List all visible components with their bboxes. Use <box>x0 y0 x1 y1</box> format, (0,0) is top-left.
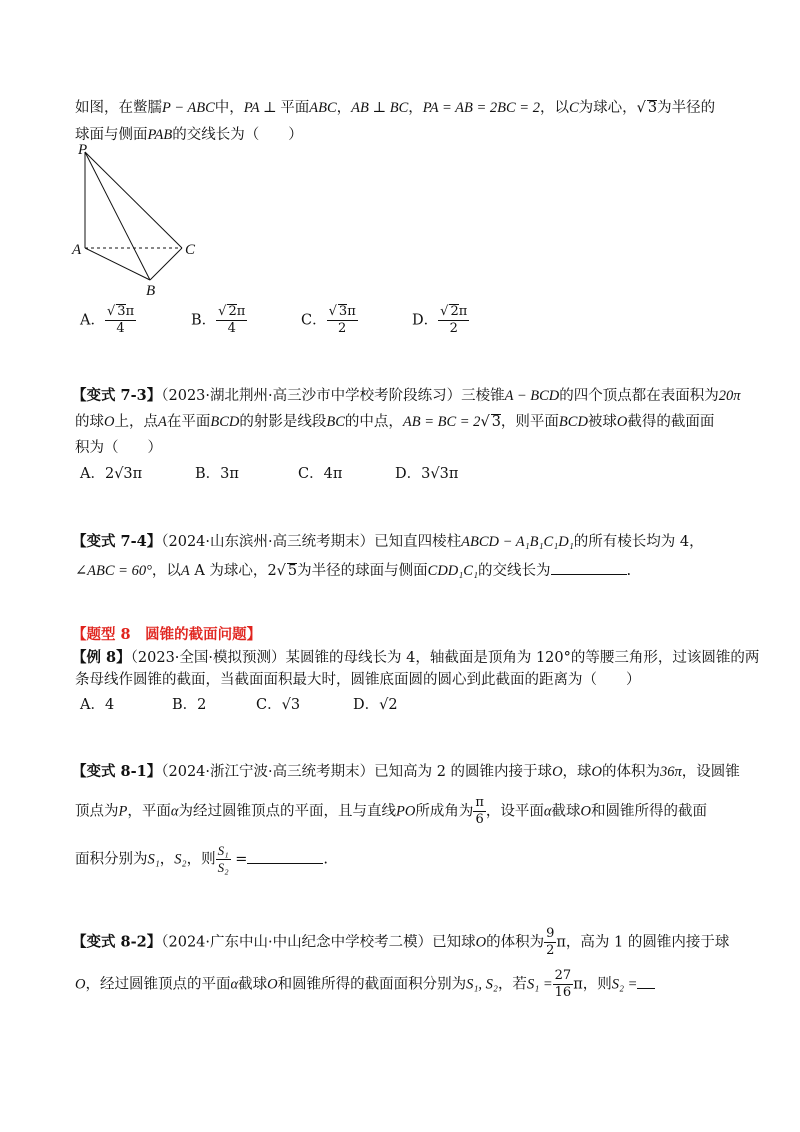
label-p: P <box>78 142 88 158</box>
variant-7-3-line-2: 的球O上，点A在平面BCD的射影是线段BC的中点，AB = BC = 2√ 3，则平面BCD被球O截得的截面面 <box>75 414 715 430</box>
option-label: D． <box>412 312 439 329</box>
text: ，设平面 <box>485 803 544 820</box>
text: 在平面 <box>166 414 211 430</box>
label-b: B <box>146 283 156 299</box>
option-b[interactable] <box>191 304 247 337</box>
text: 顶点为 <box>75 803 119 820</box>
text: 被球 <box>587 414 617 430</box>
math-sqrt3: 3 <box>491 414 501 430</box>
text: . <box>323 851 328 868</box>
math-s2: S₂ <box>174 851 187 868</box>
variant-7-3-line-1 <box>72 386 741 406</box>
math-a: A <box>157 414 167 430</box>
edge-pb <box>85 152 150 280</box>
math-lengths: PA = AB = 2BC = 2 <box>422 100 540 116</box>
math-pab: PAB <box>147 127 173 143</box>
label-c: C <box>185 242 196 258</box>
text: 的体积为 <box>602 764 661 780</box>
text: = <box>230 851 248 868</box>
math-bc: BC <box>326 414 345 430</box>
text: ， <box>336 100 352 116</box>
text: 所成角为 <box>415 803 474 820</box>
variant-8-1-line-3 <box>75 843 328 876</box>
text: ，平面 <box>127 803 171 820</box>
text: A 为球心， <box>189 563 268 579</box>
option-fraction: $\frac{√ 2\pi}{4}$ <box>218 304 246 336</box>
text: 条母线作圆锥的截面，当截面面积最大时，圆锥底面圆的圆心到此截面的距离为（ ） <box>75 672 641 688</box>
option-c[interactable] <box>301 304 358 337</box>
math-angle: ∠ABC = 60° <box>75 563 152 579</box>
math-eq: AB = BC = 2 <box>402 414 481 430</box>
text: （2024·广东中山·中山纪念中学校考二模）已知球 <box>161 934 476 951</box>
option-label: A． <box>80 312 105 329</box>
text: ，以 <box>151 563 181 579</box>
math-s1-over-s2: $\frac{\text{S₁}}{\text{S₂}}$ <box>217 843 229 875</box>
option-a[interactable]: A．2√3π <box>80 466 143 482</box>
option-d[interactable] <box>412 304 469 337</box>
math-po: PO <box>395 803 416 820</box>
math-two: 2 <box>267 563 277 579</box>
text: 为经过圆锥顶点的平面，且与直线 <box>178 803 396 820</box>
text: 的中点， <box>344 414 403 430</box>
text: 截球 <box>551 803 581 820</box>
text: 球面与侧面 <box>75 127 148 143</box>
math-alpha: α <box>543 803 552 820</box>
text: . <box>626 563 632 579</box>
math-volume: 36π <box>660 764 682 780</box>
text: ，球 <box>562 764 592 780</box>
problem-tag: 【例 8】 <box>72 649 131 666</box>
math-alpha: α <box>230 976 239 993</box>
variant-8-1-line-2 <box>75 795 707 828</box>
option-c[interactable]: C．4π <box>298 466 343 482</box>
math-o: O <box>552 764 563 780</box>
option-label: B． <box>191 312 217 329</box>
math-s1: S₁ = <box>526 976 553 993</box>
math-bcd: BCD <box>558 414 588 430</box>
option-d[interactable]: D．√2 <box>353 697 398 713</box>
variant-8-1-line-1 <box>72 762 740 782</box>
math-nine-halves: $\frac{9}{2}$ <box>546 926 555 958</box>
option-label: C． <box>301 312 327 329</box>
math-sqrt3: 3 <box>647 100 658 116</box>
math-ab-perp-bc: AB ⊥ BC <box>351 100 409 116</box>
text: 的四个顶点都在表面积为 <box>559 388 719 404</box>
variant-8-2-line-2 <box>75 968 655 1001</box>
answer-blank[interactable] <box>247 849 323 864</box>
answer-blank[interactable] <box>637 978 655 989</box>
math-o: O <box>104 414 115 430</box>
math-o: O <box>580 803 591 820</box>
text: ，若 <box>497 976 527 993</box>
math-tetra: A − BCD <box>504 388 560 404</box>
math-s1-s2: S₁, S₂ <box>466 976 498 993</box>
variant-8-2-line-1 <box>72 926 729 959</box>
option-b[interactable]: B．3π <box>195 466 239 482</box>
text: 中， <box>214 100 244 116</box>
math-s2: S₂ = <box>611 976 638 993</box>
math-abc: ABC <box>309 100 337 116</box>
math-pi: π <box>573 976 583 993</box>
text: 和圆锥所得的截面 <box>590 803 707 820</box>
math-o: O <box>75 976 86 993</box>
text: ，则平面 <box>500 414 559 430</box>
text: 积为（ ） <box>75 440 162 456</box>
text: （2024·浙江宁波·高三统考期末）已知高为 2 的圆锥内接于球 <box>161 764 553 780</box>
edge-bc <box>150 248 182 280</box>
option-fraction: $\frac{√ 2\pi}{2}$ <box>440 304 468 336</box>
math-s1: S₁ <box>147 851 160 868</box>
text: （2023·湖北荆州·高三沙市中学校考阶段练习）三棱锥 <box>161 388 505 404</box>
math-alpha: α <box>170 803 179 820</box>
answer-blank[interactable] <box>551 560 627 575</box>
text: ， <box>408 100 423 116</box>
text: （2023·全国·模拟预测）某圆锥的母线长为 4，轴截面是顶角为 120°的等腰三角形，过该圆锥的两 <box>130 650 760 666</box>
text: 的体积为 <box>486 934 545 951</box>
math-c: C <box>568 100 579 116</box>
problem-tag: 【变式 7-3】 <box>72 387 162 404</box>
math-pa-perp: PA ⊥ <box>243 100 281 116</box>
math-area: 20π <box>718 388 741 404</box>
text: 的交线长为 <box>478 563 551 579</box>
math-pi-over-6: $\frac{\pi}{6}$ <box>475 795 484 827</box>
math-p: P <box>118 803 128 820</box>
math-prism: ABCD − A₁B₁C₁D₁ <box>461 534 574 550</box>
problem-1-line-1 <box>75 98 715 118</box>
option-a[interactable]: A．4 <box>80 697 115 713</box>
text: ，则 <box>186 851 216 868</box>
example-8-line-1 <box>72 648 759 668</box>
text: ， <box>159 851 175 868</box>
math-27-over-16: $\frac{27}{16}$ <box>554 968 572 1000</box>
math-pyramid: P − ABC <box>162 100 215 116</box>
math-a: A <box>180 563 190 579</box>
text: ，高为 1 的圆锥内接于球 <box>565 934 730 951</box>
text: 截球 <box>238 976 268 993</box>
text: 的所有棱长均为 4， <box>573 534 704 550</box>
edge-ab <box>85 248 150 280</box>
math-o: O <box>475 934 487 951</box>
math-o: O <box>591 764 603 780</box>
problem-tag: 【变式 8-2】 <box>72 933 162 951</box>
label-a: A <box>72 242 82 258</box>
text: 截得的截面面 <box>627 414 715 430</box>
sqrt-symbol: √ <box>636 100 646 116</box>
math-pi: π <box>556 934 566 951</box>
section-heading: 【题型 8 圆锥的截面问题】 <box>72 626 262 643</box>
text: 如图，在鳖臑 <box>75 100 162 116</box>
pyramid-figure <box>70 140 210 300</box>
text: ，以 <box>539 100 569 116</box>
math-o: O <box>267 976 278 993</box>
math-face: CDD₁C₁ <box>427 563 479 579</box>
variant-7-3-line-3 <box>75 438 162 458</box>
text: 的交线长为（ ） <box>172 127 303 143</box>
text: 和圆锥所得的截面面积分别为 <box>277 976 467 993</box>
option-a[interactable] <box>80 304 136 337</box>
option-b[interactable]: B．2 <box>172 697 207 713</box>
problem-tag: 【变式 8-1】 <box>72 763 162 780</box>
example-8-line-2 <box>75 670 641 690</box>
text: 为球心， <box>578 100 637 116</box>
text: 面积分别为 <box>75 851 148 868</box>
edge-pc <box>85 152 182 248</box>
math-o: O <box>616 414 628 430</box>
text: 为半径的 <box>657 100 716 116</box>
option-fraction: $\frac{√ 3\pi}{4}$ <box>106 304 135 336</box>
math-sqrt5: 5 <box>287 563 298 579</box>
text: 的射影是线段 <box>239 414 327 430</box>
option-fraction: $\frac{√ 3\pi}{2}$ <box>328 304 356 336</box>
text: ，则 <box>582 976 612 993</box>
text: 为半径的球面与侧面 <box>297 563 428 579</box>
text: ，设圆锥 <box>681 764 740 780</box>
variant-7-4-line-1 <box>72 532 704 552</box>
text: 上，点 <box>114 414 158 430</box>
option-c[interactable]: C．√3 <box>256 697 301 713</box>
option-d[interactable]: D．3√3π <box>395 466 459 482</box>
problem-tag: 【变式 7-4】 <box>72 533 162 550</box>
math-bcd: BCD <box>210 414 240 430</box>
text: ，经过圆锥顶点的平面 <box>85 976 231 993</box>
variant-7-4-line-2: ∠ABC = 60°，以A A 为球心，2√ 5为半径的球面与侧面CDD₁C₁的交线长为 . <box>75 560 631 581</box>
text: （2024·山东滨州·高三统考期末）已知直四棱柱 <box>161 534 462 550</box>
text: 的球 <box>75 414 104 430</box>
text: 平面 <box>280 100 310 116</box>
